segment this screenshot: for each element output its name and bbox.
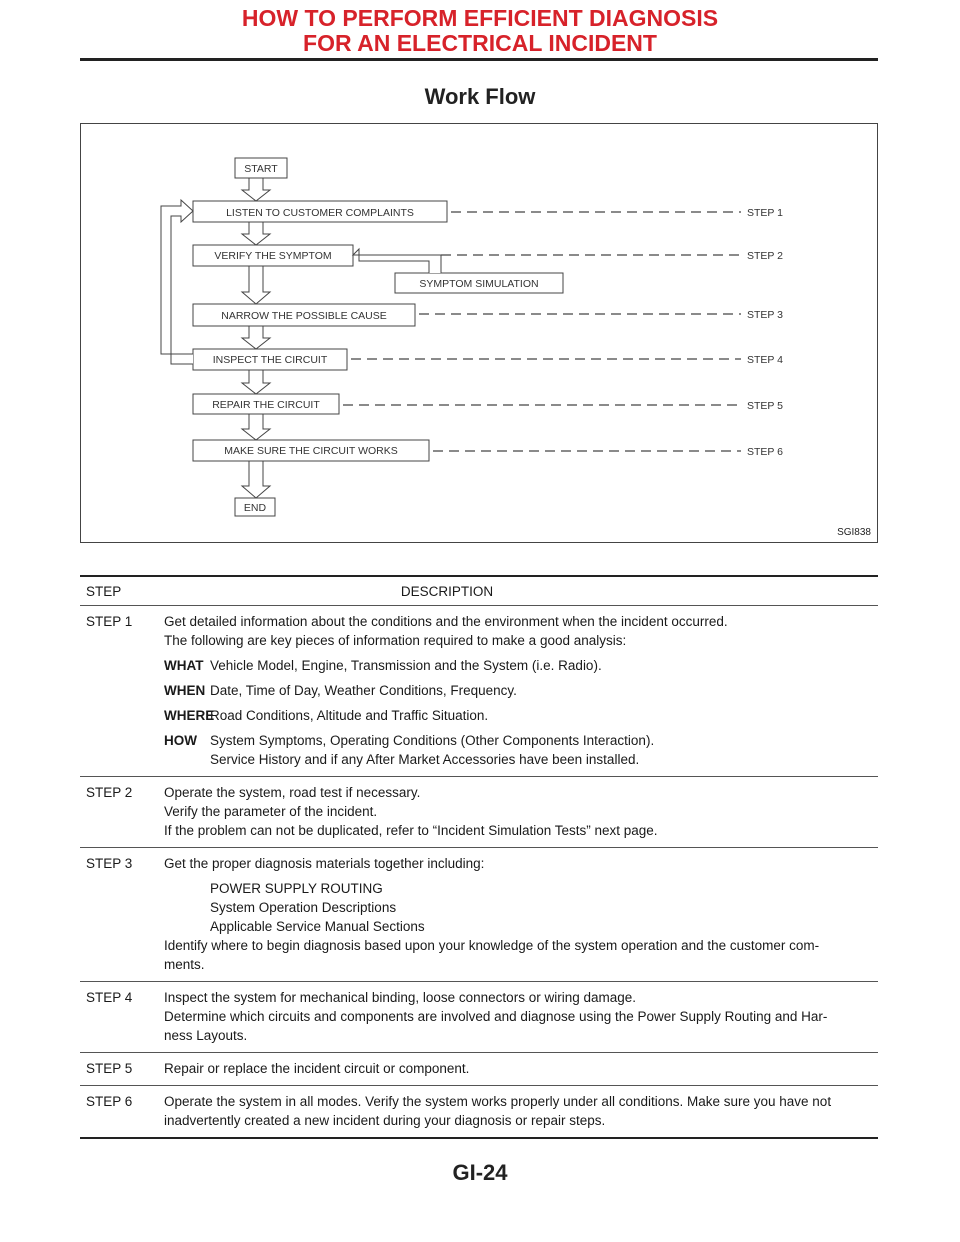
table-row bbox=[80, 982, 878, 1052]
description-cell bbox=[164, 1092, 878, 1130]
table-row bbox=[80, 777, 878, 847]
material-item: System Operation Descriptions bbox=[210, 900, 397, 915]
info-when bbox=[164, 681, 868, 700]
header-line-1: HOW TO PERFORM EFFICIENT DIAGNOSIS bbox=[241, 5, 719, 31]
material-item: Applicable Service Manual Sections bbox=[210, 919, 425, 934]
page-number: GI-24 bbox=[452, 1160, 508, 1185]
desc-line: Operate the system, road test if necessary. bbox=[164, 785, 421, 800]
material-item: POWER SUPPLY ROUTING bbox=[210, 881, 383, 896]
description-cell bbox=[164, 988, 878, 1045]
info-key: WHAT bbox=[164, 658, 204, 673]
inspect-label: INSPECT THE CIRCUIT bbox=[212, 354, 328, 366]
step-3-tag: STEP 3 bbox=[747, 309, 783, 321]
make-sure-label: MAKE SURE THE CIRCUIT WORKS bbox=[224, 445, 398, 457]
table-header bbox=[80, 577, 878, 605]
info-value bbox=[210, 731, 654, 769]
step-4-tag: STEP 4 bbox=[747, 354, 783, 366]
info-key: WHERE bbox=[164, 708, 215, 723]
info-what bbox=[164, 656, 868, 675]
info-where bbox=[164, 706, 868, 725]
step-1-tag: STEP 1 bbox=[747, 207, 783, 219]
info-value-line: System Symptoms, Operating Conditions (Other Components Interaction). bbox=[210, 733, 655, 748]
workflow-flowchart bbox=[81, 124, 879, 544]
step-cell: STEP 5 bbox=[86, 1061, 133, 1076]
end-label: END bbox=[243, 502, 267, 514]
listen-label: LISTEN TO CUSTOMER COMPLAINTS bbox=[226, 207, 414, 219]
info-value: Date, Time of Day, Weather Conditions, Frequency. bbox=[210, 683, 517, 698]
page-header bbox=[0, 6, 960, 56]
header-description: DESCRIPTION bbox=[400, 584, 494, 599]
header-step: STEP bbox=[86, 584, 122, 599]
table-row bbox=[80, 1053, 878, 1085]
step-cell: STEP 6 bbox=[86, 1094, 133, 1109]
materials-list bbox=[164, 879, 868, 936]
desc-line: Determine which circuits and components are involved and diagnose using the Power Supply Routing and Har- bbox=[164, 1009, 828, 1024]
desc-line: If the problem can not be duplicated, refer to “Incident Simulation Tests” next page. bbox=[164, 823, 658, 838]
info-value: Vehicle Model, Engine, Transmission and the System (i.e. Radio). bbox=[210, 658, 602, 673]
description-cell bbox=[164, 783, 878, 840]
table-row bbox=[80, 606, 878, 776]
description-cell bbox=[164, 612, 878, 769]
desc-line: Verify the parameter of the incident. bbox=[164, 804, 378, 819]
start-label: START bbox=[244, 163, 278, 175]
desc-line: ments. bbox=[164, 957, 205, 972]
workflow-figure bbox=[80, 123, 878, 543]
step-2-tag: STEP 2 bbox=[747, 250, 783, 262]
description-cell bbox=[164, 1059, 878, 1078]
header-line-2: FOR AN ELECTRICAL INCIDENT bbox=[303, 30, 657, 56]
info-value: Road Conditions, Altitude and Traffic Situation. bbox=[210, 708, 489, 723]
desc-line: The following are key pieces of information required to make a good analysis: bbox=[164, 633, 627, 648]
info-how bbox=[164, 731, 868, 769]
header-rule bbox=[80, 58, 878, 61]
desc-line: Inspect the system for mechanical binding, loose connectors or wiring damage. bbox=[164, 990, 636, 1005]
table-row bbox=[80, 1086, 878, 1137]
verify-label: VERIFY THE SYMPTOM bbox=[214, 250, 332, 262]
figure-code: SGI838 bbox=[837, 527, 871, 538]
desc-line: Get the proper diagnosis materials together including: bbox=[164, 856, 485, 871]
step-cell: STEP 1 bbox=[86, 614, 133, 629]
desc-line: Repair or replace the incident circuit or component. bbox=[164, 1061, 470, 1076]
narrow-label: NARROW THE POSSIBLE CAUSE bbox=[221, 310, 387, 322]
desc-line: Identify where to begin diagnosis based upon your knowledge of the system operation and the customer com- bbox=[164, 938, 820, 953]
step-6-tag: STEP 6 bbox=[747, 446, 783, 458]
table-row bbox=[80, 848, 878, 981]
table-bottom-rule bbox=[80, 1137, 878, 1139]
step-5-tag: STEP 5 bbox=[747, 400, 783, 412]
info-key: WHEN bbox=[164, 683, 206, 698]
desc-line: Get detailed information about the conditions and the environment when the incident occurred. bbox=[164, 614, 728, 629]
step-cell: STEP 2 bbox=[86, 785, 133, 800]
desc-line: Operate the system in all modes. Verify the system works properly under all conditions. Make sure you have not bbox=[164, 1094, 832, 1109]
repair-label: REPAIR THE CIRCUIT bbox=[212, 399, 320, 411]
info-key: HOW bbox=[164, 733, 197, 748]
desc-line: inadvertently created a new incident during your diagnosis or repair steps. bbox=[164, 1113, 606, 1128]
desc-line: ness Layouts. bbox=[164, 1028, 248, 1043]
description-cell bbox=[164, 854, 878, 974]
step-leaders bbox=[343, 212, 741, 451]
simulation-label: SYMPTOM SIMULATION bbox=[419, 278, 539, 290]
step-description-table bbox=[80, 575, 878, 1139]
info-value-line: Service History and if any After Market Accessories have been installed. bbox=[210, 752, 640, 767]
step-cell: STEP 4 bbox=[86, 990, 133, 1005]
section-title: Work Flow bbox=[424, 84, 536, 109]
step-cell: STEP 3 bbox=[86, 856, 133, 871]
